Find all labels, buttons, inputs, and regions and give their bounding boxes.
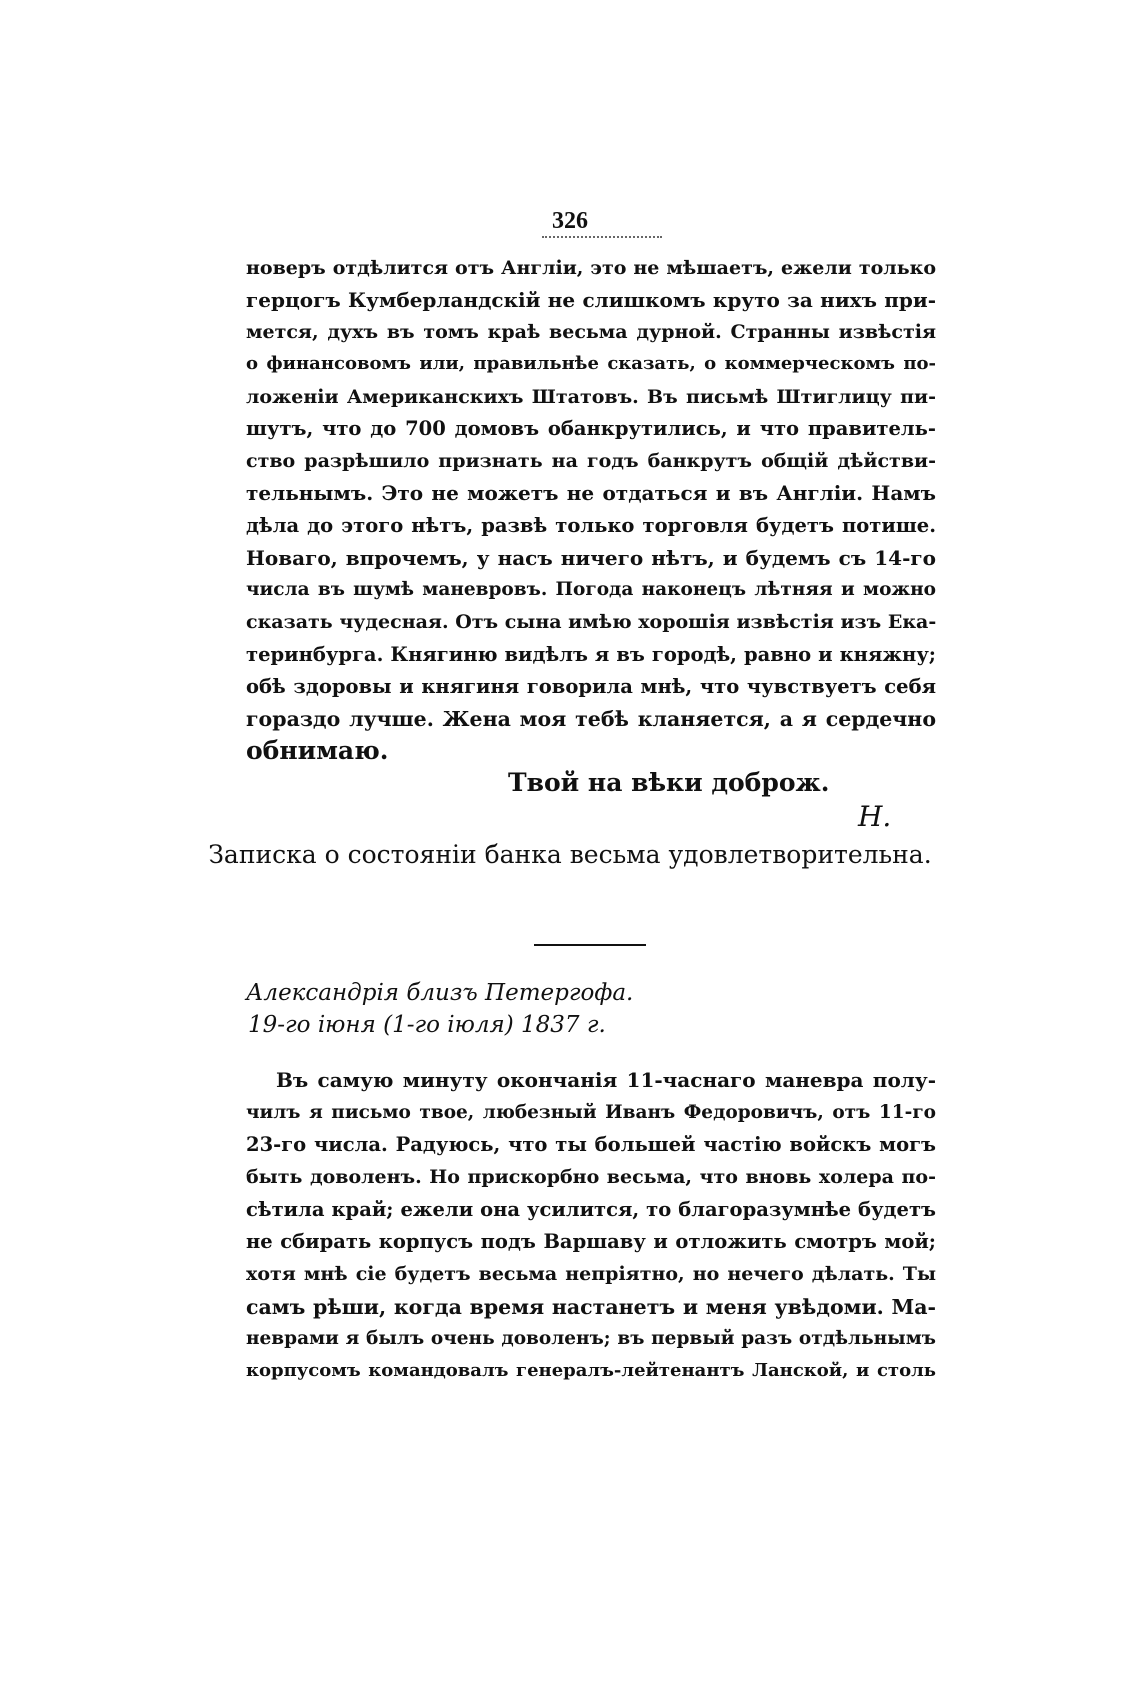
letter1-line: новеръ отдѣлится отъ Англіи, это не мѣшаетъ, ежели только [246, 257, 936, 279]
letter2-line: самъ рѣши, когда время настанетъ и меня увѣдоми. Ма- [246, 1295, 936, 1319]
page-number: 326 [552, 208, 588, 234]
letter1-line: дѣла до этого нѣтъ, развѣ только торговля будетъ потише. [246, 514, 936, 537]
letter2-line: быть доволенъ. Но прискорбно весьма, что вновь холера по- [246, 1166, 936, 1188]
letter1-line: мется, духъ въ томъ краѣ весьма дурной. Странны извѣстія [246, 321, 936, 343]
letter1-line: теринбурга. Княгиню видѣлъ я въ городѣ, равно и княжну; [246, 643, 936, 666]
letter1-line: ство разрѣшило признать на годъ банкрутъ общій дѣйстви- [246, 450, 936, 472]
letter2-line: чилъ я письмо твое, любезный Иванъ Федоровичъ, отъ 11-го [246, 1102, 936, 1123]
letter2-line: не сбирать корпусъ подъ Варшаву и отложить смотръ мой; [246, 1230, 936, 1253]
letter1-closing: Твой на вѣки доброж. [508, 768, 830, 797]
letter2-line: сѣтила край; ежели она усилится, то благоразумнѣе будетъ [246, 1198, 936, 1221]
letter2-line: хотя мнѣ сіе будетъ весьма непріятно, но нечего дѣлать. Ты [246, 1263, 936, 1285]
letter1-line: о финансовомъ или, правильнѣе сказать, о коммерческомъ по- [246, 353, 936, 374]
letter1-line: Новаго, впрочемъ, у насъ ничего нѣтъ, и будемъ съ 14-го [246, 546, 936, 570]
letter1-line: тельнымъ. Это не можетъ не отдаться и въ Англіи. Намъ [246, 481, 936, 505]
letter1-line: гораздо лучше. Жена моя тебѣ кланяется, а я сердечно [246, 707, 936, 731]
page-number-ornament [542, 236, 662, 238]
letter1-signature-initial: Н. [858, 800, 892, 833]
letter1-line: герцогъ Кумберландскій не слишкомъ круто за нихъ при- [246, 288, 936, 312]
letter2-line: 23-го числа. Радуюсь, что ты большей частію войскъ могъ [246, 1133, 936, 1156]
letter2-line: неврами я былъ очень доволенъ; въ первый разъ отдѣльнымъ [246, 1328, 936, 1349]
letter1-line: ложеніи Американскихъ Штатовъ. Въ письмѣ Штиглицу пи- [246, 386, 936, 408]
letter1-postscript-note: Записка о состояніи банка весьма удовлетворительна. [208, 840, 932, 869]
letter2-line: корпусомъ командовалъ генералъ-лейтенантъ Ланской, и столь [246, 1360, 936, 1381]
letter1-line: сказать чудесная. Отъ сына имѣю хорошія извѣстія изъ Ека- [246, 611, 937, 633]
letter1-line: шутъ, что до 700 домовъ обанкрутились, и что правитель- [246, 417, 936, 440]
letter1-line: обѣ здоровы и княгиня говорила мнѣ, что чувствуетъ себя [246, 675, 936, 698]
section-divider [534, 944, 646, 946]
letter2-place: Александрія близъ Петергофа. [246, 980, 634, 1006]
letter2-date: 19-го іюня (1-го іюля) 1837 г. [248, 1012, 606, 1038]
letter1-line: числа въ шумѣ маневровъ. Погода наконецъ лѣтняя и можно [246, 579, 936, 600]
letter1-line: обнимаю. [246, 736, 389, 765]
letter2-line: Въ самую минуту окончанія 11-часнаго маневра полу- [276, 1068, 936, 1092]
